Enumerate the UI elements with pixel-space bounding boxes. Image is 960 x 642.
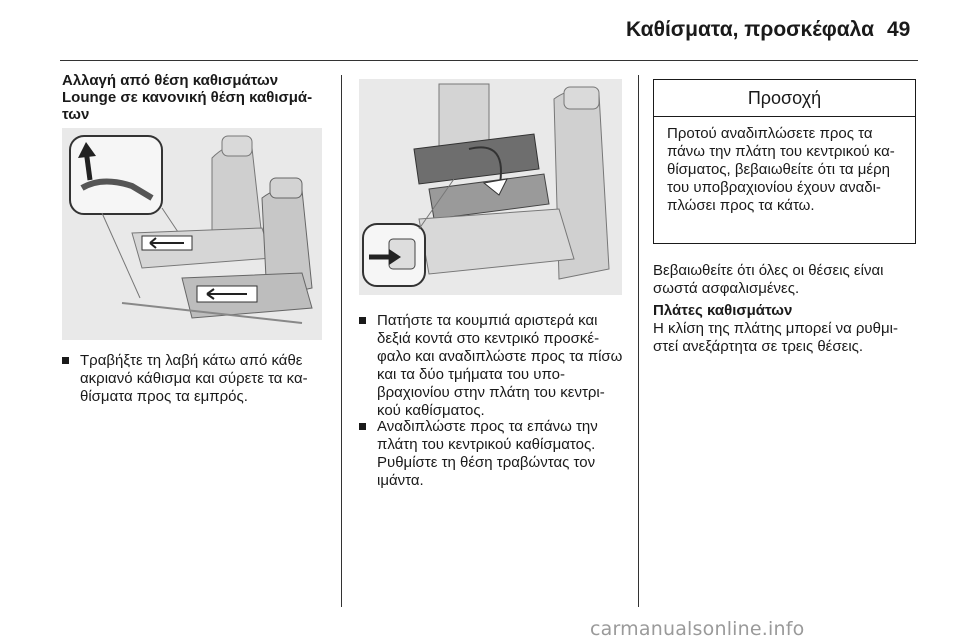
- section-heading-seatbacks: Πλάτες καθισμάτων: [653, 302, 793, 319]
- figure-seat-lever: [62, 128, 322, 340]
- column-divider-right: [638, 75, 639, 607]
- column-divider-left: [341, 75, 342, 607]
- bullet-square-icon: [359, 423, 366, 430]
- list-item: Πατήστε τα κουμπιά αριστερά και δεξιά κοντά στο κεντρικό προσκέ-φαλο και αναδιπλώστε προς τα πίσω και τα δύο τμήματα του υπο-βραχιονίου στην πλάτη του κεντρι-κού καθίσματος.: [359, 312, 624, 420]
- bullet-square-icon: [359, 317, 366, 324]
- bullet-square-icon: [62, 357, 69, 364]
- backrest-fold-illustration-icon: [359, 79, 622, 295]
- notice-body: Προτού αναδιπλώσετε προς τα πάνω την πλάτη του κεντρικού κα-θίσματος, βεβαιωθείτε ότι τα μέρη του υποβραχιονίου έχουν αναδι-πλώσει προς τα κάτω.: [667, 125, 895, 214]
- figure-backrest-fold: [359, 79, 622, 295]
- page-number: 49: [887, 18, 911, 41]
- watermark: carmanualsonline.info: [590, 618, 805, 640]
- seat-lever-pull-illustration-icon: [62, 128, 322, 340]
- caution-notice: [653, 79, 916, 244]
- paragraph-locked: Βεβαιωθείτε ότι όλες οι θέσεις είναι σωστά ασφαλισμένες.: [653, 262, 884, 297]
- list-item: Αναδιπλώστε προς τα επάνω την πλάτη του κεντρικού καθίσματος. Ρυθμίστε τη θέση τραβώντας τον ιμάντα.: [359, 418, 624, 490]
- paragraph-seatback-tilt: Η κλίση της πλάτης μπορεί να ρυθμι-στεί ανεξάρτητα σε τρεις θέσεις.: [653, 320, 898, 355]
- list-item: Τραβήξτε τη λαβή κάτω από κάθε ακριανό κάθισμα και σύρετε τα κα-θίσματα προς τα εμπρός.: [62, 352, 324, 406]
- section-heading-lounge: Αλλαγή από θέση καθισμάτων Lounge σε κανονική θέση καθισμά-των: [62, 72, 313, 123]
- page-header-title: Καθίσματα, προσκέφαλα: [626, 18, 874, 41]
- notice-title: Προσοχή: [654, 80, 915, 117]
- header-divider: [60, 60, 918, 61]
